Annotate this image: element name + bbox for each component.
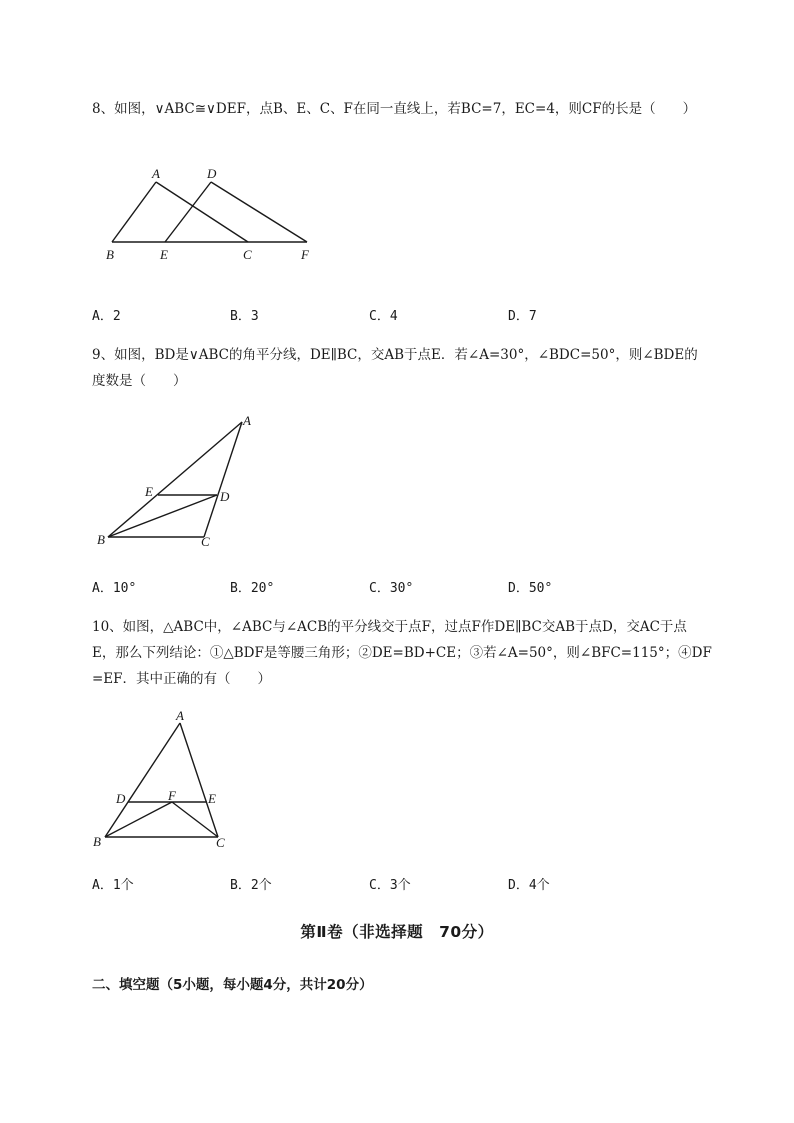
question-9-option-a: A．10°	[92, 581, 137, 596]
part-heading: 二、填空题（5小题，每小题4分，共计20分）	[92, 977, 373, 993]
question-9-option-c: C．30°	[369, 581, 414, 596]
point-label-b: B	[97, 532, 105, 547]
question-8-option-b: B．3	[230, 309, 259, 324]
question-10-option-a: A．1个	[92, 878, 134, 893]
point-label-d: D	[116, 791, 126, 806]
point-label-d: D	[220, 489, 230, 504]
segment-bf	[105, 802, 172, 837]
question-10-option-d: D．4个	[508, 878, 550, 893]
segment-ac	[180, 723, 218, 837]
question-9-option-b: B．20°	[230, 581, 275, 596]
question-10-text-line-3: =EF．其中正确的有（ ）	[92, 671, 272, 687]
segment-cf	[172, 802, 218, 837]
point-label-a: A	[152, 166, 160, 181]
segment-ab	[105, 723, 180, 837]
segment-ac	[156, 182, 248, 242]
point-label-e: E	[145, 484, 153, 499]
question-8-option-a: A．2	[92, 309, 121, 324]
question-8-option-d: D．7	[508, 309, 537, 324]
point-label-b: B	[106, 247, 114, 262]
segment-ed	[165, 182, 211, 242]
point-label-f: F	[301, 247, 309, 262]
section-title: 第Ⅱ卷（非选择题 70分）	[300, 923, 494, 941]
point-label-e: E	[160, 247, 168, 262]
point-label-e: E	[208, 791, 216, 806]
point-label-c: C	[243, 247, 252, 262]
point-label-d: D	[207, 166, 217, 181]
question-10-option-b: B．2个	[230, 878, 272, 893]
question-9-text-line-2: 度数是（ ）	[92, 373, 187, 389]
point-label-a: A	[176, 708, 184, 723]
point-label-f: F	[168, 788, 176, 803]
segment-ab	[108, 422, 242, 537]
question-8-text: 8、如图，∨ABC≅∨DEF，点B、E、C、F在同一直线上，若BC=7，EC=4，则CF的长是（ ）	[92, 101, 697, 117]
question-9-figure	[90, 410, 270, 555]
point-label-c: C	[216, 835, 225, 850]
segment-ab	[112, 182, 156, 242]
question-10-text-line-1: 10、如图，△ABC中，∠ABC与∠ACB的平分线交于点F，过点F作DE∥BC交AB于点D，交AC于点	[92, 619, 687, 635]
question-10-option-c: C．3个	[369, 878, 411, 893]
segment-ac	[204, 422, 242, 537]
question-8-option-c: C．4	[369, 309, 398, 324]
question-8-figure	[100, 160, 330, 270]
point-label-b: B	[93, 834, 101, 849]
question-10-figure	[88, 705, 238, 855]
segment-bd	[108, 495, 217, 537]
point-label-a: A	[243, 413, 251, 428]
question-9-text-line-1: 9、如图，BD是∨ABC的角平分线，DE∥BC，交AB于点E．若∠A=30°，∠BDC=50°，则∠BDE的	[92, 347, 698, 363]
question-9-option-d: D．50°	[508, 581, 553, 596]
segment-df	[211, 182, 307, 242]
question-10-text-line-2: E，那么下列结论：①△BDF是等腰三角形；②DE=BD+CE；③若∠A=50°，则∠BFC=115°；④DF	[92, 645, 712, 661]
point-label-c: C	[201, 534, 210, 549]
